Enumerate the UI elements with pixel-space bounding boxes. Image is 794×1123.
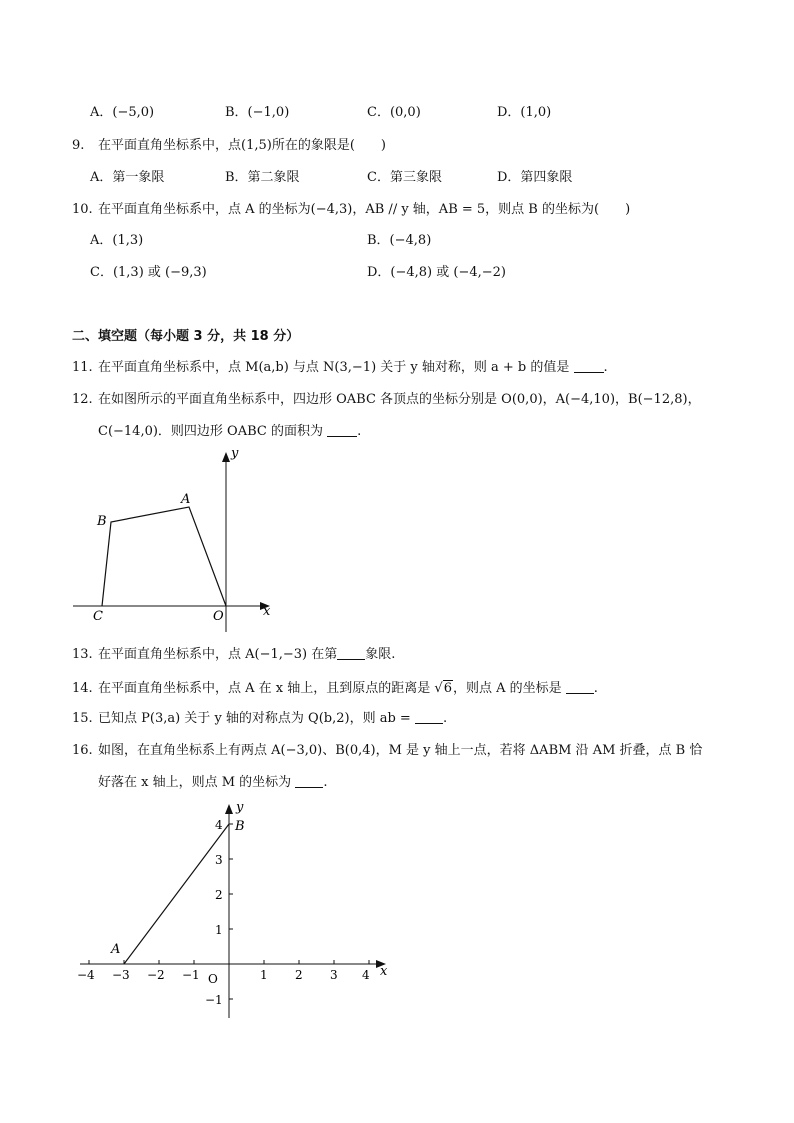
q8-option-a: A．(−5,0) (90, 105, 155, 120)
sqrt-expression: √6 (434, 681, 452, 696)
question-stem: 在平面直角坐标系中，点 A 在 x 轴上，且到原点的距离是 (98, 681, 431, 696)
question-stem: 在如图所示的平面直角坐标系中，四边形 OABC 各顶点的坐标分别是 O(0,0)，A(−4,10)，B(−12,8)， (98, 392, 701, 407)
x-tick-label: −2 (147, 968, 165, 982)
q9-option-c: C．第三象限 (367, 170, 442, 185)
x-tick-label: 4 (362, 968, 370, 982)
q10-option-b: B．(−4,8) (367, 233, 432, 248)
question-number: 15. (72, 711, 93, 726)
x-tick-label: −3 (112, 968, 130, 982)
x-axis-label: x (263, 604, 271, 619)
question-stem: 在平面直角坐标系中，点 M(a,b) 与点 N(3,−1) 关于 y 轴对称，则 a + b 的值是 (98, 360, 570, 375)
point-b-label: B (97, 514, 107, 529)
q10-option-a: A．(1,3) (90, 233, 144, 248)
x-tick-label: 1 (260, 968, 268, 982)
question-stem: 已知点 P(3,a) 关于 y 轴的对称点为 Q(b,2)，则 ab = (98, 711, 411, 726)
x-tick-label: 3 (330, 968, 338, 982)
question-stem: 在平面直角坐标系中，点(1,5)所在的象限是( ) (98, 138, 386, 153)
q9-option-a: A．第一象限 (90, 170, 165, 185)
q8-option-c: C．(0,0) (367, 105, 421, 120)
question-number: 9. (72, 138, 85, 153)
question-stem: 如图，在直角坐标系上有两点 A(−3,0)、B(0,4)，M 是 y 轴上一点，若将 ΔABM 沿 AM 折叠，点 B 恰 (98, 743, 703, 758)
point-a-label: A (111, 942, 121, 957)
y-tick-label: −1 (205, 993, 223, 1007)
question-number: 13. (72, 647, 93, 662)
question-stem: 在平面直角坐标系中，点 A(−1,−3) 在第 (98, 647, 338, 662)
y-tick-label: 3 (215, 853, 223, 867)
origin-label: O (213, 609, 224, 624)
q9-option-d: D．第四象限 (497, 170, 573, 185)
question-stem-end: . (593, 681, 598, 696)
sqrt-radicand: 6 (443, 681, 452, 696)
question-stem-end: . (357, 424, 362, 439)
x-tick-label: 2 (295, 968, 303, 982)
y-axis-arrow (225, 804, 233, 814)
question-stem: C(−14,0)．则四边形 OABC 的面积为 (98, 424, 323, 439)
question-stem-end: . (323, 775, 328, 790)
y-axis-label: y (231, 446, 239, 461)
question-number: 12. (72, 392, 93, 407)
question-stem-end: . (603, 360, 608, 375)
origin-label: O (208, 972, 218, 986)
q10-option-c: C．(1,3) 或 (−9,3) (90, 265, 207, 280)
question-stem-end: . (442, 711, 448, 726)
x-tick-label: −1 (182, 968, 200, 982)
point-b-label: B (235, 819, 245, 834)
question-stem: 好落在 x 轴上，则点 M 的坐标为 (98, 775, 292, 790)
q9-option-b: B．第二象限 (225, 170, 300, 185)
q8-option-d: D．(1,0) (497, 105, 552, 120)
segment-ab (124, 824, 229, 964)
question-number: 16. (72, 743, 93, 758)
question-stem: 在平面直角坐标系中，点 A 的坐标为(−4,3)，AB // y 轴，AB = 5，则点 B 的坐标为( ) (98, 202, 631, 217)
y-axis-label: y (236, 800, 244, 815)
point-c-label: C (93, 609, 103, 624)
question-stem: ，则点 A 的坐标是 (452, 681, 562, 696)
y-tick-label: 2 (215, 888, 223, 902)
question-number: 10. (72, 202, 93, 217)
y-tick-label: 4 (215, 818, 223, 832)
x-tick-label: −4 (77, 968, 95, 982)
q10-option-d: D．(−4,8) 或 (−4,−2) (367, 265, 507, 280)
question-number: 11. (72, 360, 93, 375)
q8-option-b: B．(−1,0) (225, 105, 290, 120)
question-number: 14. (72, 681, 93, 696)
y-ticks (229, 824, 233, 999)
y-tick-label: 1 (215, 923, 223, 937)
point-a-label: A (181, 492, 191, 507)
x-axis-label: x (380, 964, 388, 979)
section-title-fill-in: 二、填空题（每小题 3 分，共 18 分） (72, 329, 300, 344)
question-stem-end: 象限. (365, 647, 396, 662)
